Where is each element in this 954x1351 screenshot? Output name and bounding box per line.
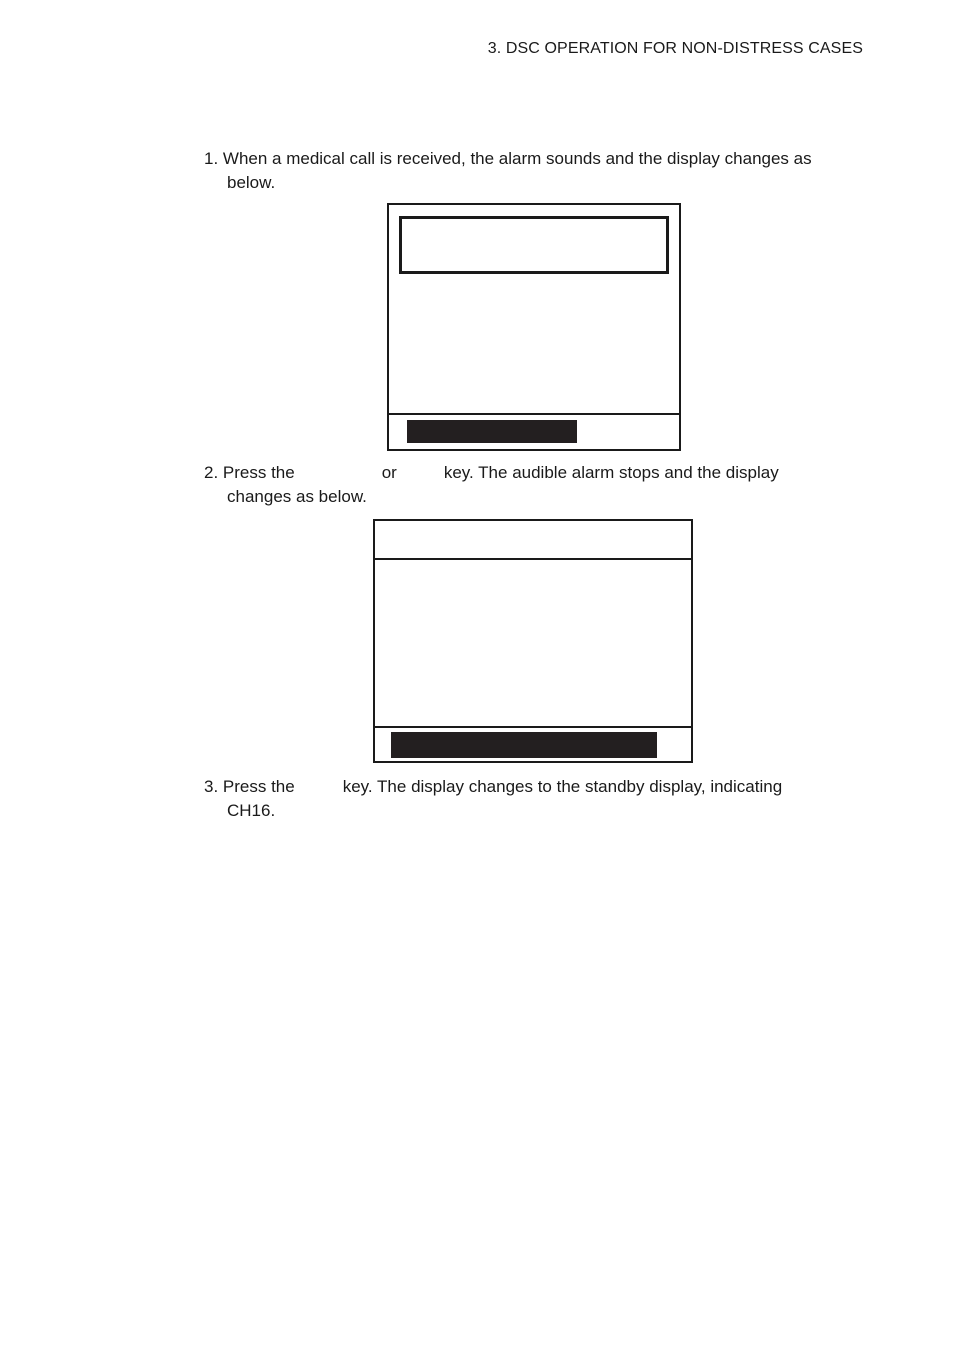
step-3-text-a: 3. Press the: [204, 777, 295, 796]
softkey-divider: [375, 726, 691, 728]
display-illustration-incoming-call: [387, 203, 681, 451]
step-3: [204, 775, 782, 823]
step-2-text-b: or: [381, 463, 397, 482]
step-1-line-2: below.: [227, 173, 276, 192]
step-2-text-c: key. The audible alarm stops and the display: [443, 463, 779, 482]
softkey-divider: [389, 413, 679, 415]
step-2-line-2: changes as below.: [227, 487, 367, 506]
step-2: [204, 461, 779, 509]
highlighted-softkey: [407, 420, 577, 443]
alert-message-box: [399, 216, 669, 274]
step-1: [204, 147, 812, 195]
highlighted-softkey: [391, 732, 657, 758]
step-3-text-b: key. The display changes to the standby display, indicating: [342, 777, 783, 796]
display-illustration-call-received: [373, 519, 693, 763]
running-header: 3. DSC OPERATION FOR NON-DISTRESS CASES: [487, 40, 863, 57]
step-1-line-1: 1. When a medical call is received, the alarm sounds and the display changes as: [204, 149, 812, 168]
step-2-text-a: 2. Press the: [204, 463, 295, 482]
title-divider: [375, 558, 691, 560]
step-3-line-2: CH16.: [227, 801, 276, 820]
